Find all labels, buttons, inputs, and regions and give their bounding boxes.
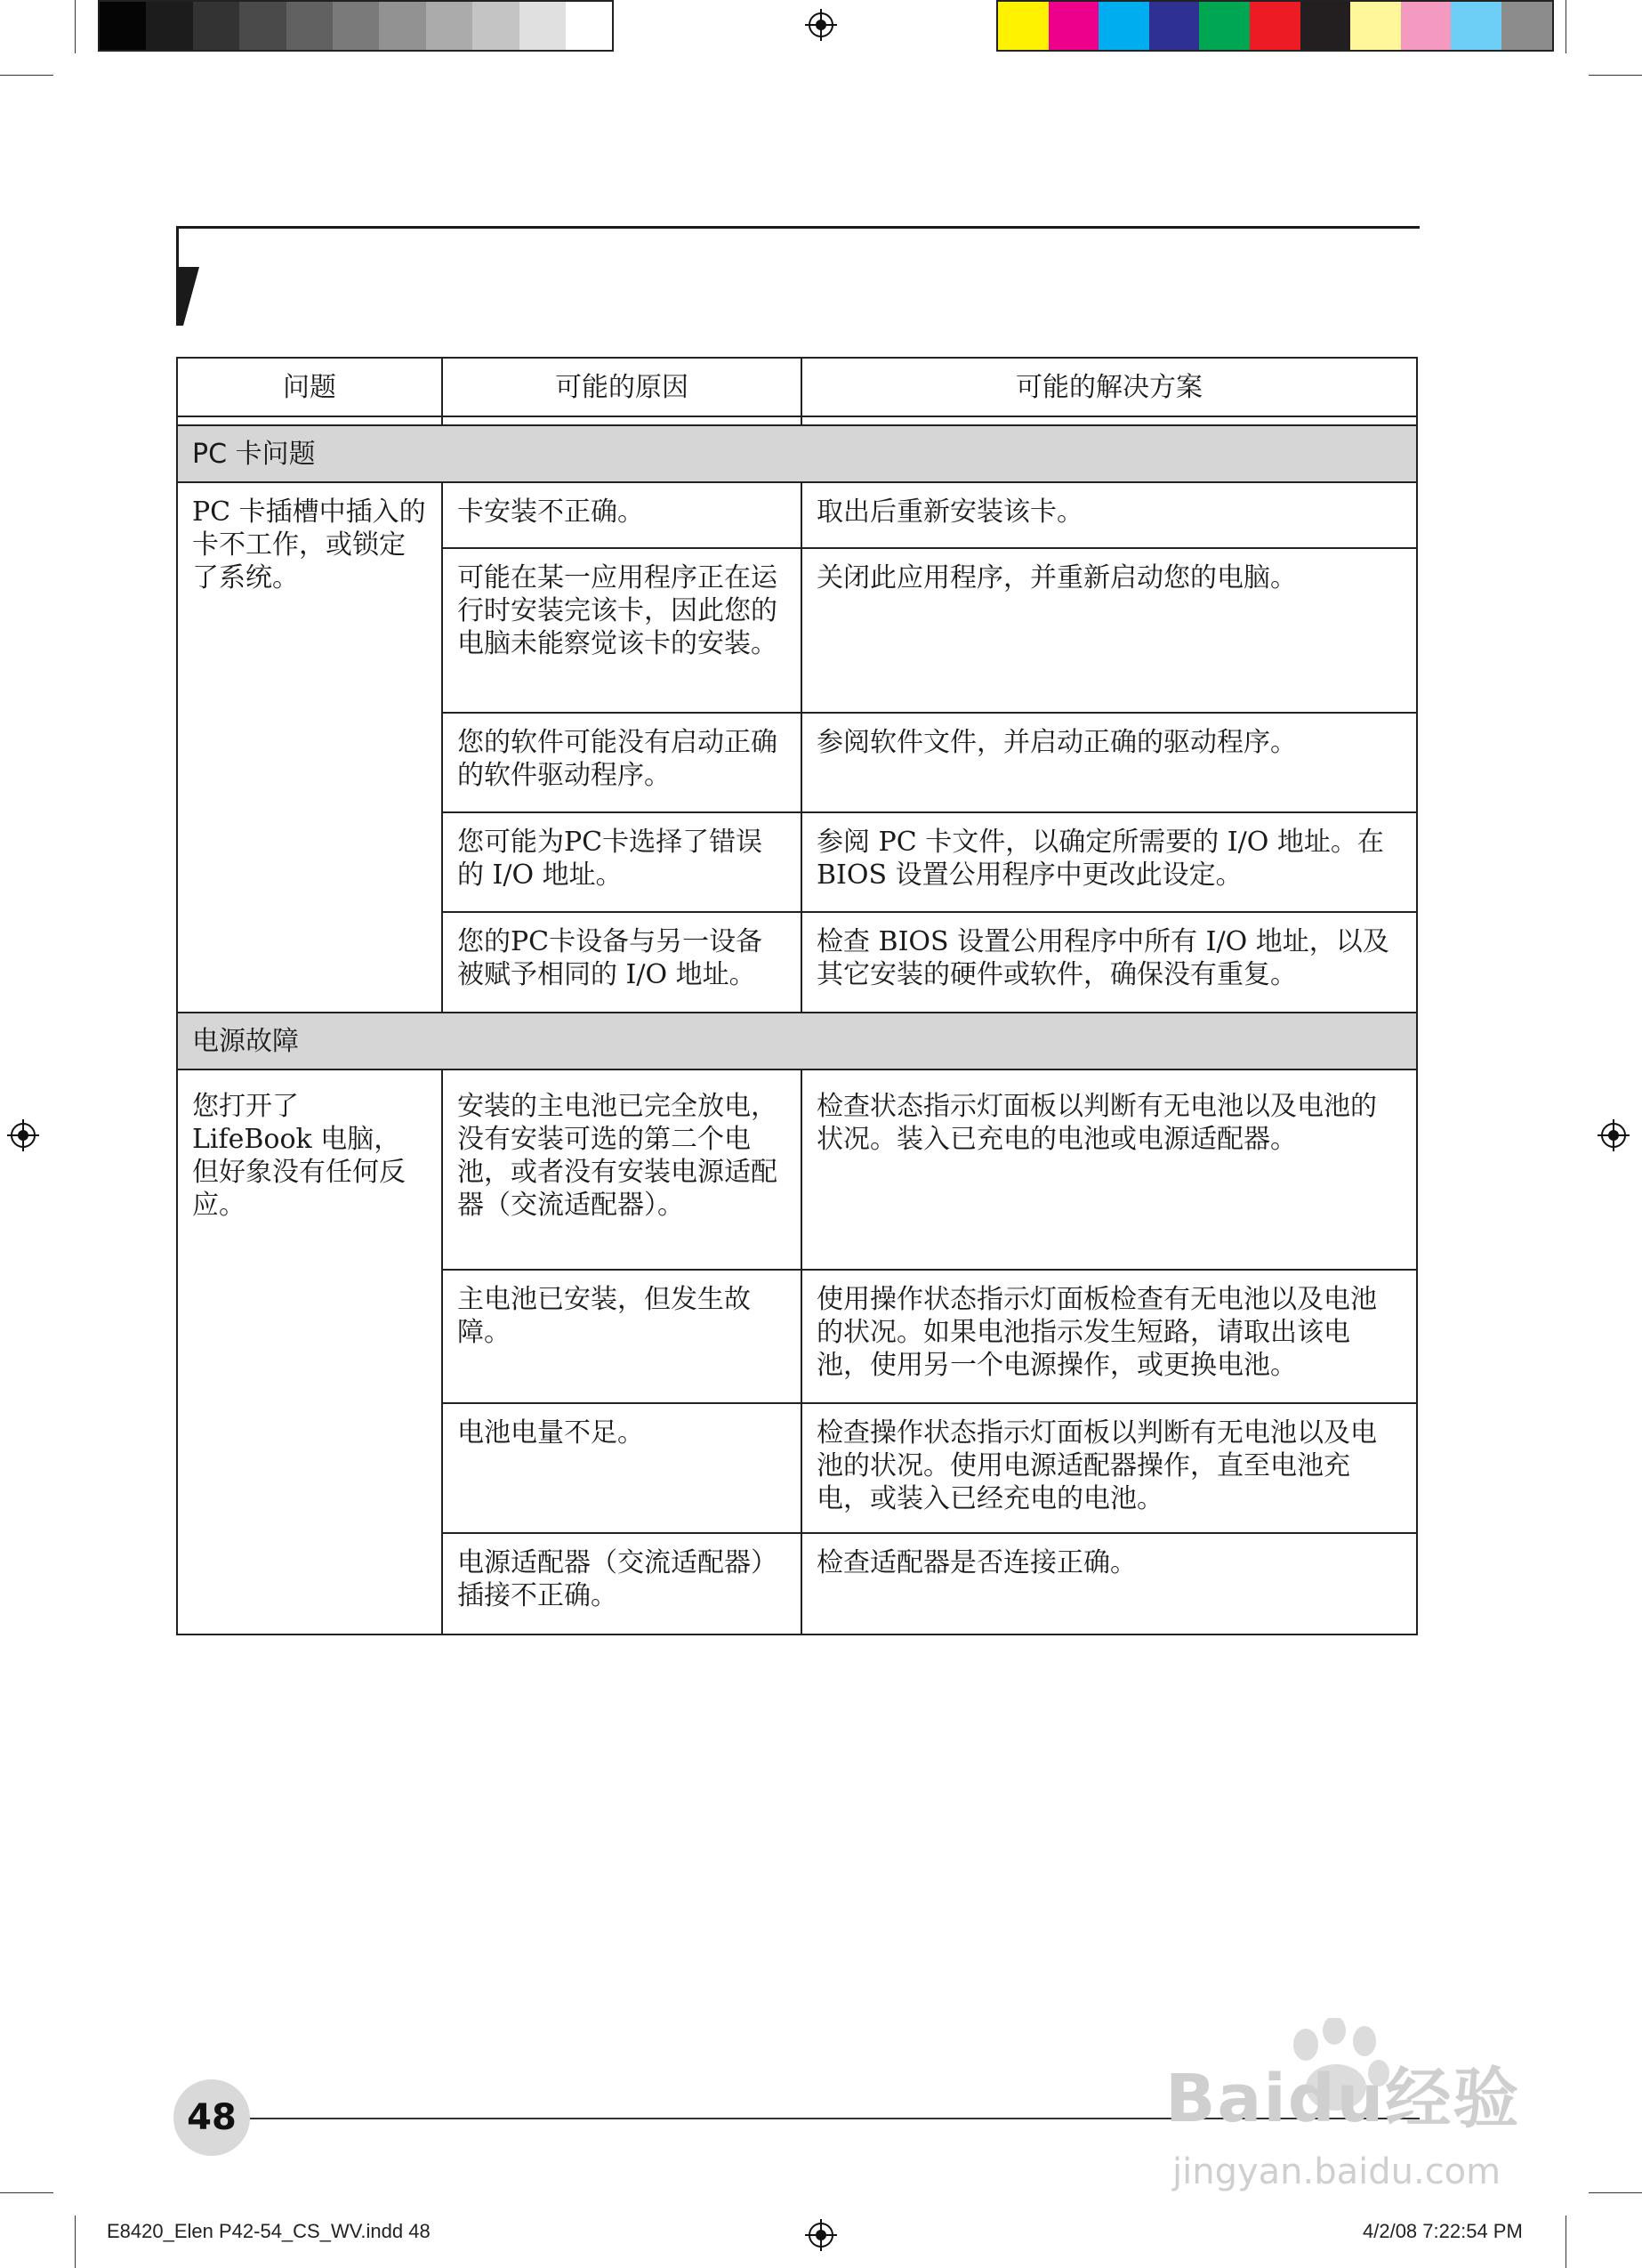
header-cause: 可能的原因 xyxy=(442,358,801,416)
header-rule xyxy=(176,226,1420,229)
color-swatch xyxy=(1451,2,1501,50)
gray-swatch xyxy=(426,2,472,50)
spacer-cell xyxy=(177,416,442,425)
solution-cell: 检查状态指示灯面板以判断有无电池以及电池的状况。装入已充电的电池或电源适配器。 xyxy=(801,1069,1417,1270)
cause-cell: 卡安装不正确。 xyxy=(442,482,801,548)
registration-mark-icon xyxy=(805,2219,837,2251)
cause-cell: 安装的主电池已完全放电，没有安装可选的第二个电池，或者没有安装电源适配器（交流适配器）。 xyxy=(442,1069,801,1270)
watermark-url: jingyan.baidu.com xyxy=(1172,2151,1501,2192)
gray-swatch xyxy=(519,2,566,50)
problem-cell: 您打开了 LifeBook 电脑，但好象没有任何反应。 xyxy=(177,1069,442,1634)
spacer-cell xyxy=(442,416,801,425)
page-number: 48 xyxy=(173,2079,250,2156)
header-problem: 问题 xyxy=(177,358,442,416)
solution-cell: 参阅 PC 卡文件，以确定所需要的 I/O 地址。在 BIOS 设置公用程序中更改此设定。 xyxy=(801,812,1417,912)
cause-cell: 您的软件可能没有启动正确的软件驱动程序。 xyxy=(442,713,801,812)
header-spacer-row xyxy=(177,416,1417,425)
slug-timestamp: 4/2/08 7:22:54 PM xyxy=(1363,2220,1523,2242)
cause-cell: 您可能为PC卡选择了错误的 I/O 地址。 xyxy=(442,812,801,912)
color-swatch xyxy=(998,2,1049,50)
color-swatch xyxy=(1501,2,1552,50)
solution-cell: 检查操作状态指示灯面板以判断有无电池以及电池的状况。使用电源适配器操作，直至电池充电，或装入已经充电的电池。 xyxy=(801,1403,1417,1533)
solution-cell: 取出后重新安装该卡。 xyxy=(801,482,1417,548)
section-row xyxy=(177,425,1417,482)
cause-cell: 可能在某一应用程序正在运行时安装完该卡，因此您的电脑未能察觉该卡的安装。 xyxy=(442,548,801,713)
cause-cell: 主电池已安装，但发生故障。 xyxy=(442,1270,801,1403)
header-tab-marker-icon xyxy=(176,267,203,326)
problem-cell: PC 卡插槽中插入的卡不工作，或锁定了系统。 xyxy=(177,482,442,1013)
color-swatch xyxy=(1099,2,1149,50)
cause-cell: 您的PC卡设备与另一设备被赋予相同的 I/O 地址。 xyxy=(442,912,801,1013)
color-swatch xyxy=(1300,2,1351,50)
table-header-row xyxy=(177,358,1417,416)
gray-swatch xyxy=(239,2,286,50)
color-swatch xyxy=(1049,2,1099,50)
gray-swatch xyxy=(333,2,379,50)
gray-swatch xyxy=(566,2,612,50)
solution-cell: 使用操作状态指示灯面板检查有无电池以及电池的状况。如果电池指示发生短路，请取出该电池，使用另一个电源操作，或更换电池。 xyxy=(801,1270,1417,1403)
watermark-text: Baidu经验 xyxy=(1165,2061,1521,2137)
gray-swatch xyxy=(193,2,239,50)
section-title: PC 卡问题 xyxy=(177,425,1417,482)
color-swatch xyxy=(1199,2,1250,50)
table-row xyxy=(177,1069,1417,1270)
grayscale-color-bar xyxy=(98,0,614,52)
registration-mark-icon xyxy=(805,9,837,41)
crop-mark xyxy=(0,75,53,76)
color-swatch xyxy=(1250,2,1300,50)
solution-cell: 检查适配器是否连接正确。 xyxy=(801,1533,1417,1634)
gray-swatch xyxy=(286,2,333,50)
section-title: 电源故障 xyxy=(177,1013,1417,1069)
troubleshooting-table xyxy=(176,357,1418,1635)
spacer-cell xyxy=(801,416,1417,425)
slug-filename: E8420_Elen P42-54_CS_WV.indd 48 xyxy=(107,2220,431,2242)
header-solution: 可能的解决方案 xyxy=(801,358,1417,416)
cause-cell: 电池电量不足。 xyxy=(442,1403,801,1533)
gray-swatch xyxy=(472,2,519,50)
color-swatch xyxy=(1149,2,1200,50)
crop-mark xyxy=(0,2192,53,2193)
cause-cell: 电源适配器（交流适配器）插接不正确。 xyxy=(442,1533,801,1634)
solution-cell: 参阅软件文件，并启动正确的驱动程序。 xyxy=(801,713,1417,812)
color-swatch xyxy=(1350,2,1401,50)
solution-cell: 检查 BIOS 设置公用程序中所有 I/O 地址，以及其它安装的硬件或软件，确保没有重复。 xyxy=(801,912,1417,1013)
registration-mark-icon xyxy=(7,1119,39,1151)
gray-swatch xyxy=(379,2,425,50)
crop-mark xyxy=(1589,75,1642,76)
table-row xyxy=(177,482,1417,548)
gray-swatch xyxy=(100,2,146,50)
registration-mark-icon xyxy=(1598,1119,1630,1151)
section-row xyxy=(177,1013,1417,1069)
gray-swatch xyxy=(146,2,192,50)
crop-mark xyxy=(75,0,76,53)
crop-mark xyxy=(75,2216,76,2268)
process-color-bar xyxy=(996,0,1554,52)
crop-mark xyxy=(1589,2192,1642,2193)
solution-cell: 关闭此应用程序，并重新启动您的电脑。 xyxy=(801,548,1417,713)
color-swatch xyxy=(1401,2,1452,50)
